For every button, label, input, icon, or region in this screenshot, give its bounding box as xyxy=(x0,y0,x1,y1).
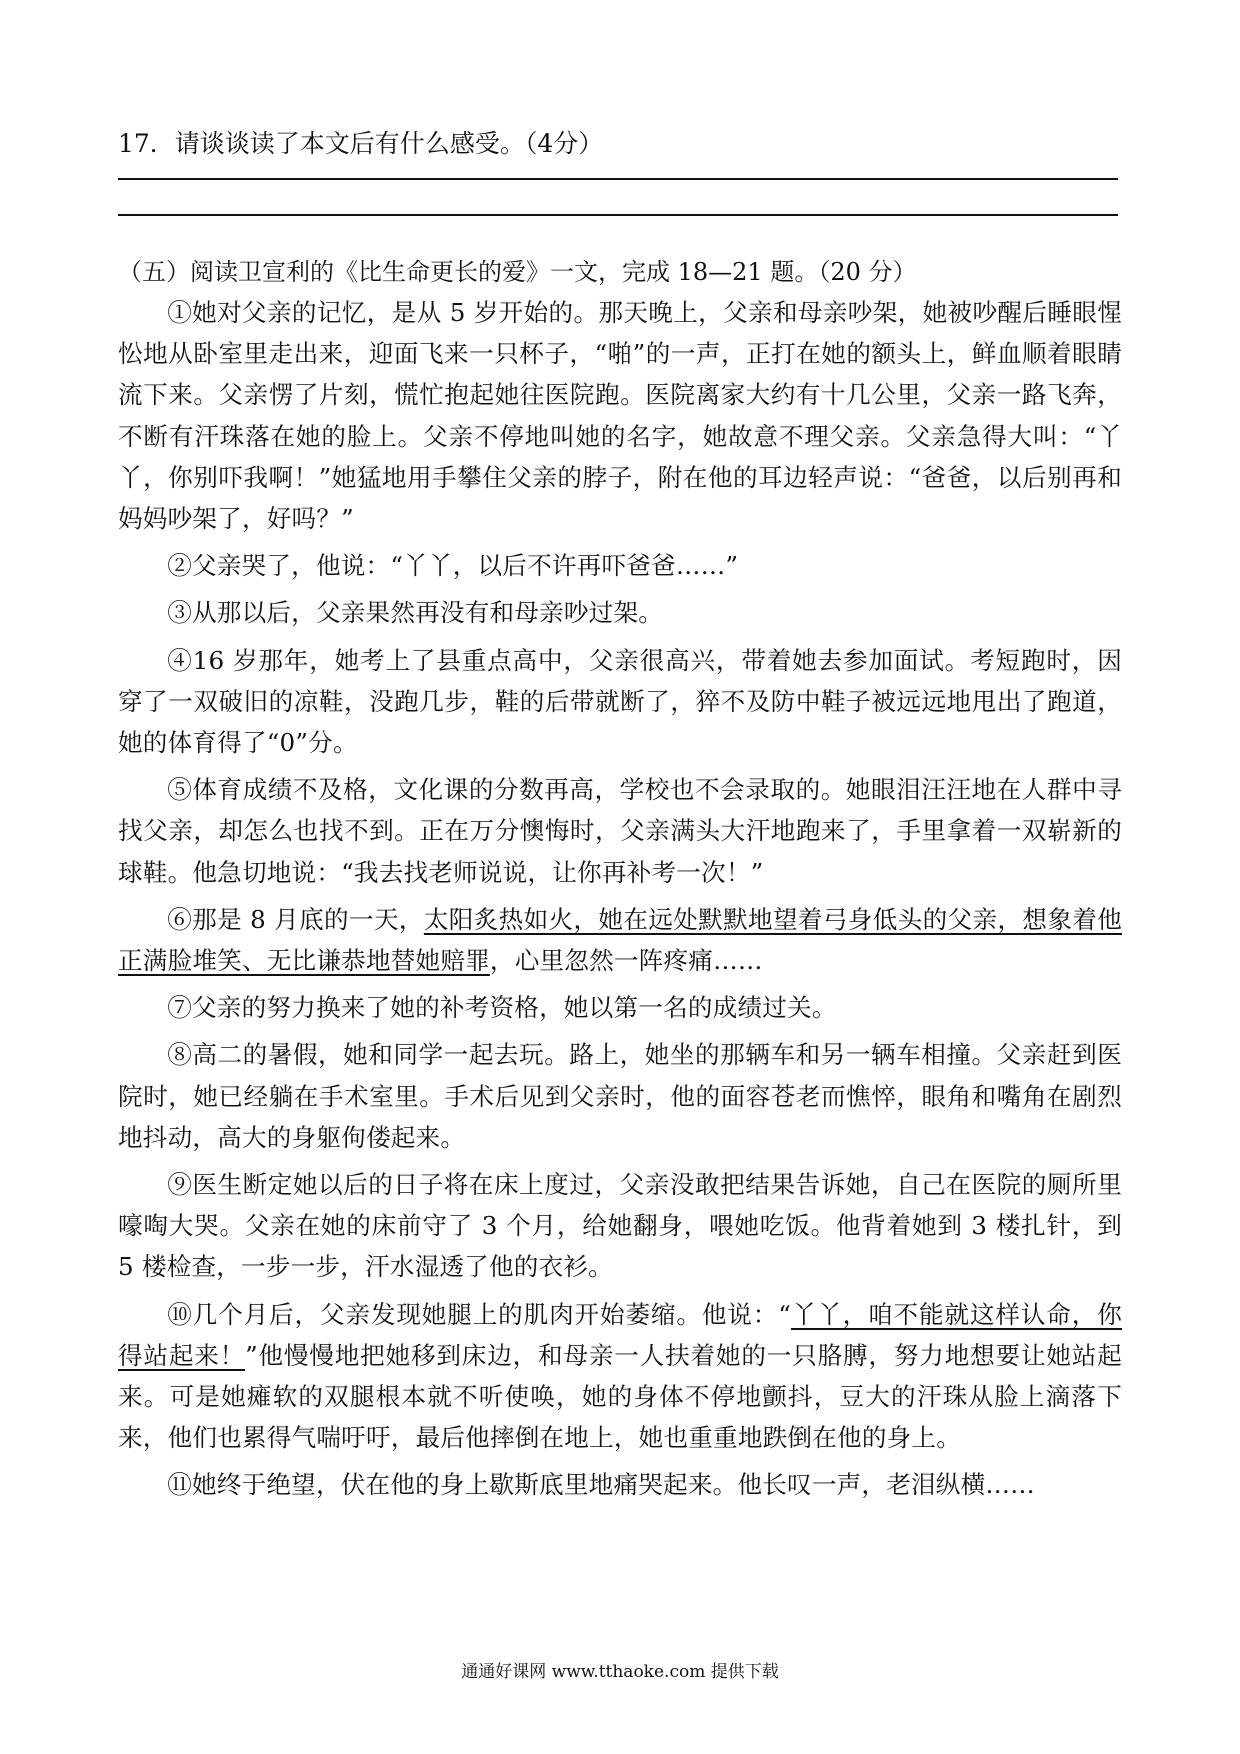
section-heading: （五）阅读卫宣利的《比生命更长的爱》一文，完成 18—21 题。（20 分） xyxy=(118,258,917,286)
page-footer: 通通好课网 www.tthaoke.com 提供下载 xyxy=(461,1662,779,1682)
paragraph-text: ⑤体育成绩不及格，文化课的分数再高，学校也不会录取的。她眼泪汪汪地在人群中寻找父亲，却怎么也找不到。正在万分懊悔时，父亲满头大汗地跑来了，手里拿着一双崭新的球鞋。他急切地说：“我去找老师说说，让你再补考一次！” xyxy=(118,775,1122,887)
paragraph-7 xyxy=(118,987,1122,1028)
paragraph-4 xyxy=(118,640,1122,764)
underlined-text: 太阳炙热如火，她在远处默默地望着弓身低头的父亲，想象着他正满脸堆笑、无比谦恭地替她赔罪 xyxy=(118,904,1122,976)
paragraph-1 xyxy=(118,292,1122,539)
question-17: 17．请谈谈读了本文后有什么感受。（4分） xyxy=(118,129,604,158)
paragraph-text: ⑪她终于绝望，伏在他的身上歇斯底里地痛哭起来。他长叹一声，老泪纵横…… xyxy=(167,1470,1035,1500)
paragraph-text: ，心里忽然一阵疼痛…… xyxy=(489,946,763,976)
answer-line-1 xyxy=(118,178,1118,180)
paragraph-text: ⑦父亲的努力换来了她的补考资格，她以第一名的成绩过关。 xyxy=(167,993,837,1023)
paragraph-8 xyxy=(118,1034,1122,1158)
article-body xyxy=(118,292,1122,1512)
paragraph-text: ⑥那是 8 月底的一天， xyxy=(167,904,424,934)
paragraph-text: ②父亲哭了，他说：“丫丫，以后不许再吓爸爸……” xyxy=(167,551,739,581)
paragraph-text: ”他慢慢地把她移到床边，和母亲一人扶着她的一只胳膊，努力地想要让她站起来。可是她瘫软的双腿根本就不听使唤，她的身体不停地颤抖，豆大的汗珠从脸上滴落下来，他们也累得气喘吁吁，最后他摔倒在地上，她也重重地跌倒在他的身上。 xyxy=(118,1340,1122,1453)
paragraph-6 xyxy=(118,899,1122,981)
underlined-text: 丫丫，咱不能就这样认命，你得站起来！ xyxy=(118,1299,1122,1370)
paragraph-text: ④16 岁那年，她考上了县重点高中，父亲很高兴，带着她去参加面试。考短跑时，因穿了一双破旧的凉鞋，没跑几步，鞋的后带就断了，猝不及防中鞋子被远远地甩出了跑道，她的体育得了“0”分。 xyxy=(118,645,1122,758)
paragraph-text: ①她对父亲的记忆，是从 5 岁开始的。那天晚上，父亲和母亲吵架，她被吵醒后睡眼惺忪地从卧室里走出来，迎面飞来一只杯子，“啪”的一声，正打在她的额头上，鲜血顺着眼睛流下来。父亲愣了片刻，慌忙抱起她往医院跑。医院离家大约有十几公里，父亲一路飞奔，不断有汗珠落在她的脸上。父亲不停地叫她的名字，她故意不理父亲。父亲急得大叫：“丫丫，你别吓我啊！”她猛地用手攀住父亲的脖子，附在他的耳边轻声说：“爸爸，以后别再和妈妈吵架了，好吗？” xyxy=(118,298,1122,534)
paragraph-text: ⑩几个月后，父亲发现她腿上的肌肉开始萎缩。他说：“ xyxy=(167,1299,792,1329)
paragraph-9 xyxy=(118,1164,1122,1288)
paragraph-5 xyxy=(118,769,1122,893)
paragraph-text: ⑨医生断定她以后的日子将在床上度过，父亲没敢把结果告诉她，自己在医院的厕所里嚎啕大哭。父亲在她的床前守了 3 个月，给她翻身，喂她吃饭。他背着她到 3 楼扎针，到 5 楼检查，一步一步，汗水湿透了他的衣衫。 xyxy=(118,1170,1122,1282)
paragraph-text: ③从那以后，父亲果然再没有和母亲吵过架。 xyxy=(167,598,664,628)
paragraph-10 xyxy=(118,1294,1122,1459)
paragraph-text: ⑧高二的暑假，她和同学一起去玩。路上，她坐的那辆车和另一辆车相撞。父亲赶到医院时，她已经躺在手术室里。手术后见到父亲时，他的面容苍老而憔悴，眼角和嘴角在剧烈地抖动，高大的身躯佝偻起来。 xyxy=(118,1040,1122,1152)
paragraph-3 xyxy=(118,592,1122,633)
paragraph-11 xyxy=(118,1464,1122,1505)
answer-line-2 xyxy=(118,214,1118,216)
paragraph-2 xyxy=(118,545,1122,586)
